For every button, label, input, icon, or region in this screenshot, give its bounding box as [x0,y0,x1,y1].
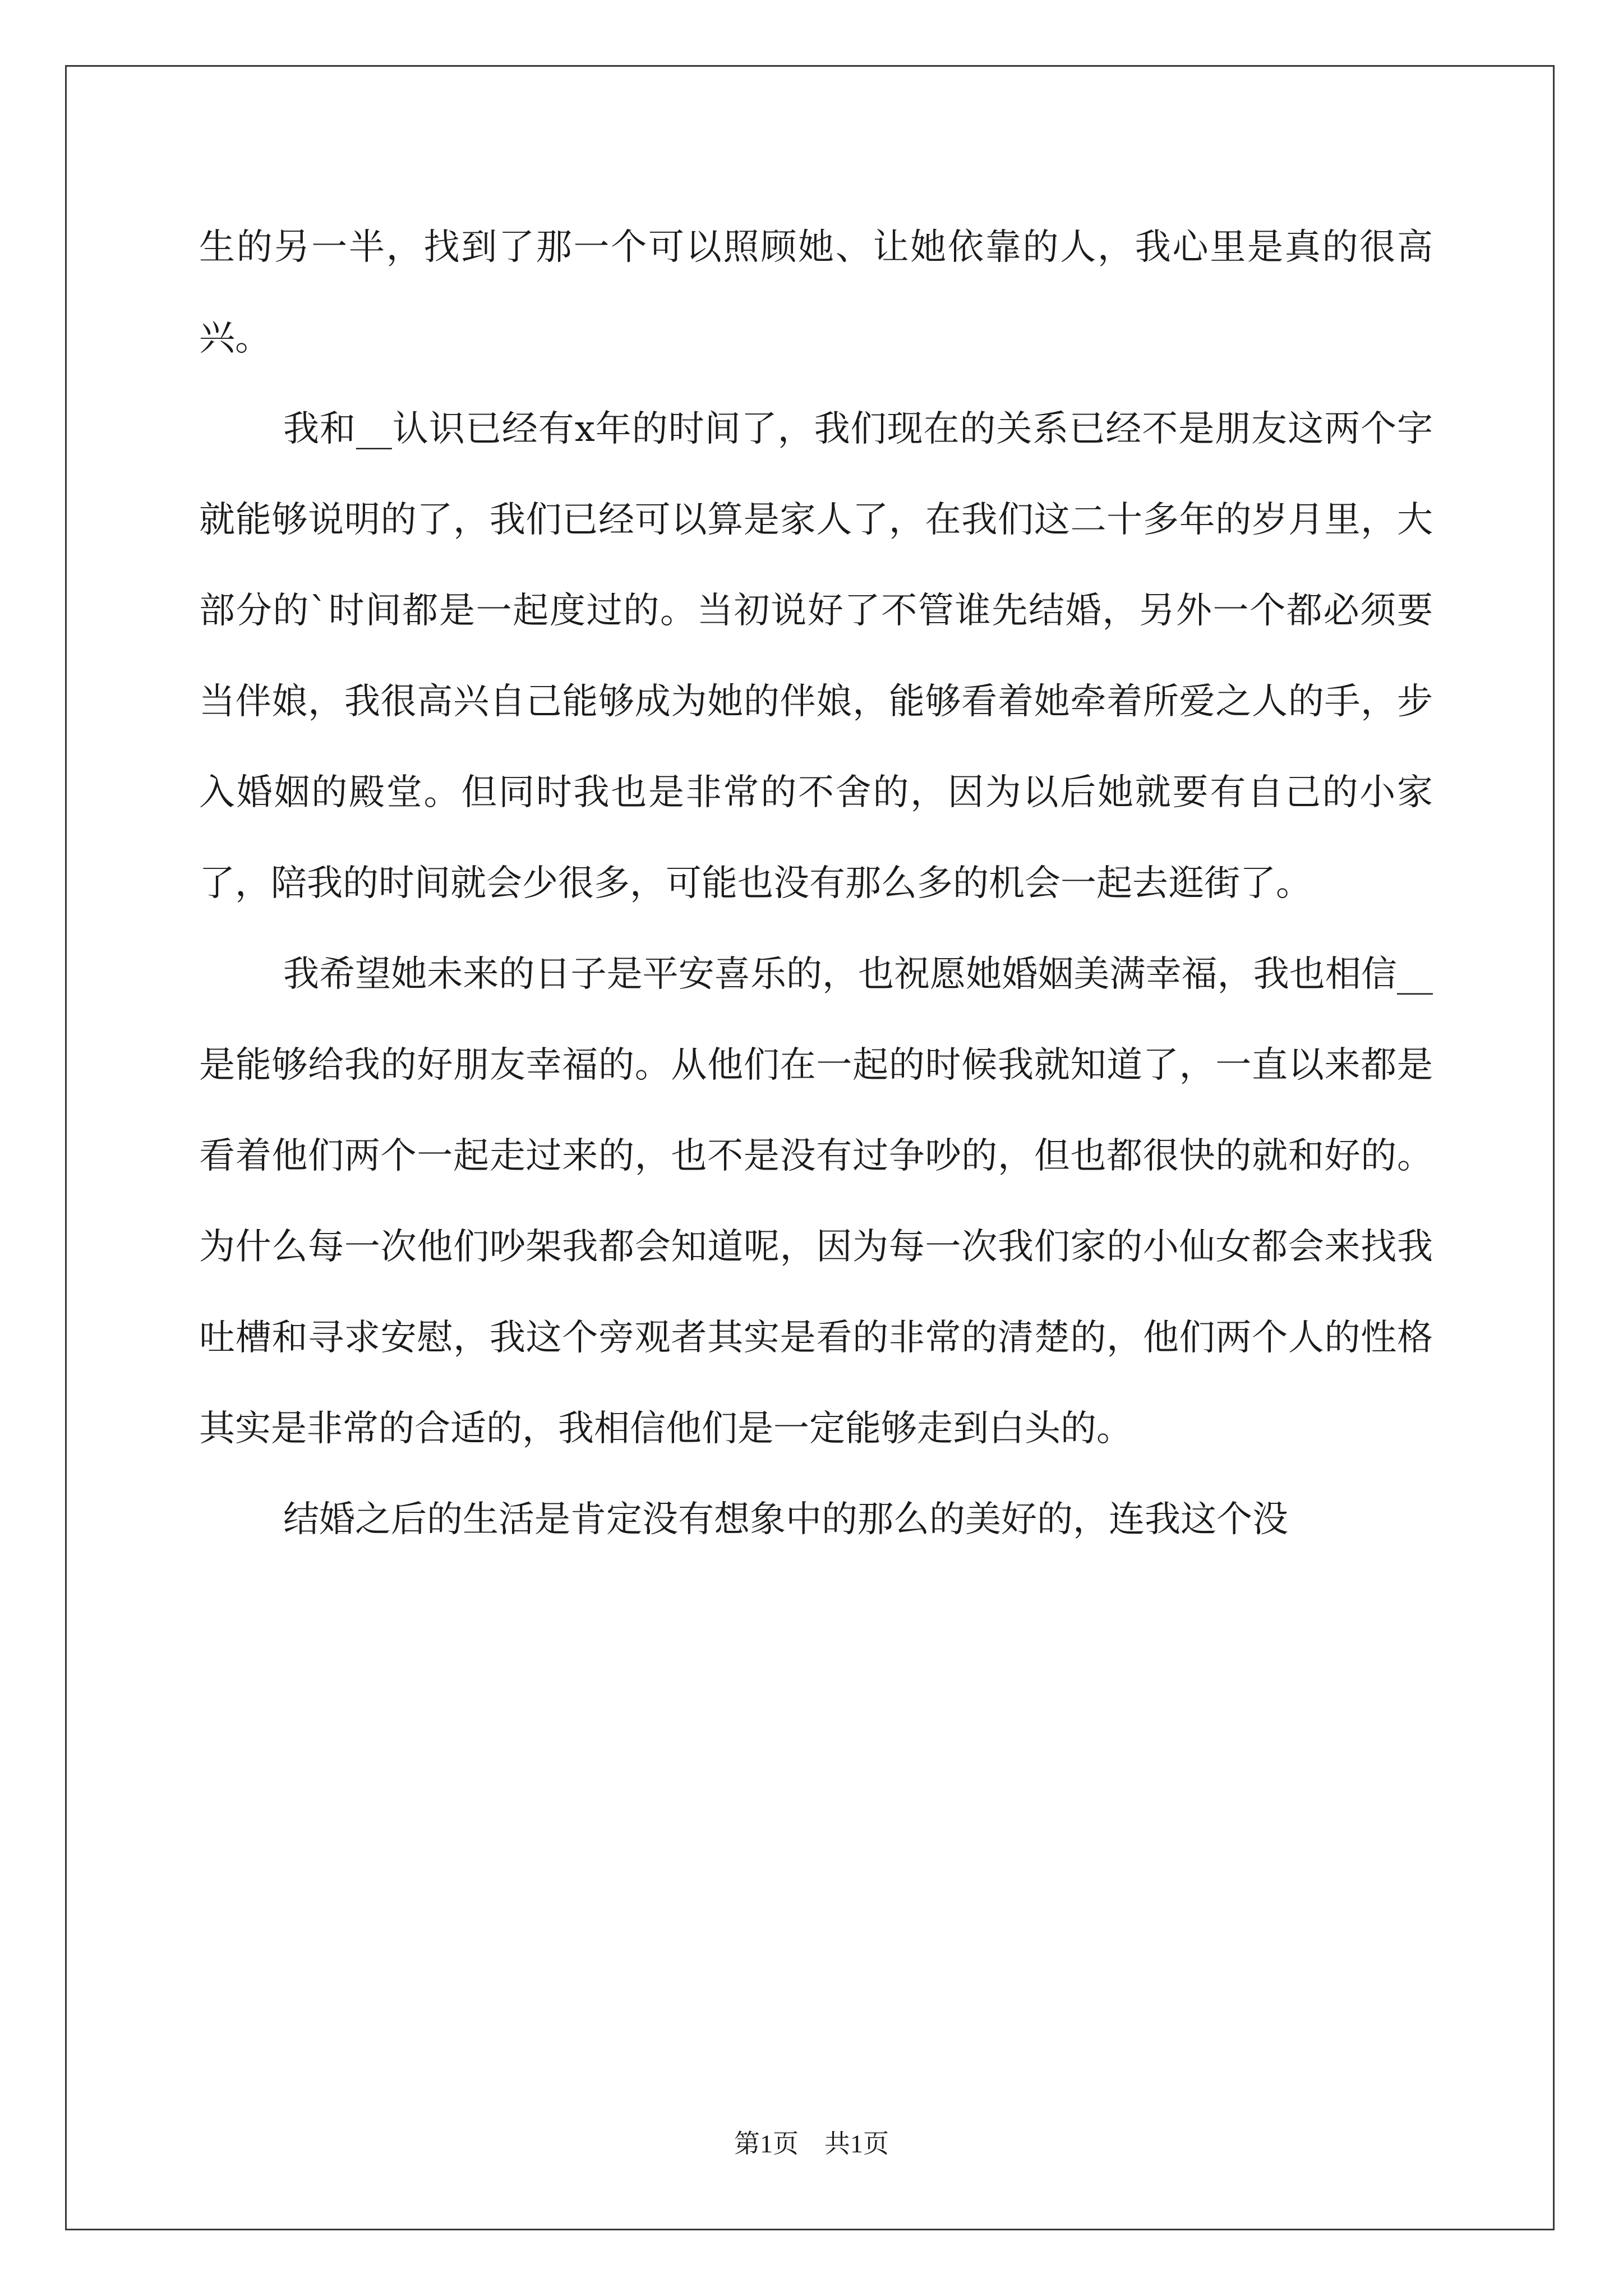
paragraph-1: 生的另一半，找到了那一个可以照顾她、让她依靠的人，我心里是真的很高兴。 [199,227,1433,359]
document-body [199,202,1433,1565]
page-footer: 第1页 共1页 [734,2129,889,2158]
paragraph-4: 结婚之后的生活是肯定没有想象中的那么的美好的，连我这个没 [283,1499,1288,1540]
paragraph-3: 我希望她未来的日子是平安喜乐的，也祝愿她婚姻美满幸福，我也相信__是能够给我的好朋友幸福的。从他们在一起的时候我就知道了，一直以来都是看着他们两个一起走过来的，也不是没有过争吵的，但也都很快的就和好的。为什么每一次他们吵架我都会知道呢，因为每一次我们家的小仙女都会来找我吐槽和寻求安慰，我这个旁观者其实是看的非常的清楚的，他们两个人的性格其实是非常的合适的，我相信他们是一定能够走到白头的。 [199,954,1433,1450]
paragraph-2: 我和__认识已经有x年的时间了，我们现在的关系已经不是朋友这两个字就能够说明的了，我们已经可以算是家人了，在我们这二十多年的岁月里，大部分的`时间都是一起度过的。当初说好了不管谁先结婚，另外一个都必须要当伴娘，我很高兴自己能够成为她的伴娘，能够看着她牵着所爱之人的手，步入婚姻的殿堂。但同时我也是非常的不舍的，因为以后她就要有自己的小家了，陪我的时间就会少很多，可能也没有那么多的机会一起去逛街了。 [199,408,1433,904]
